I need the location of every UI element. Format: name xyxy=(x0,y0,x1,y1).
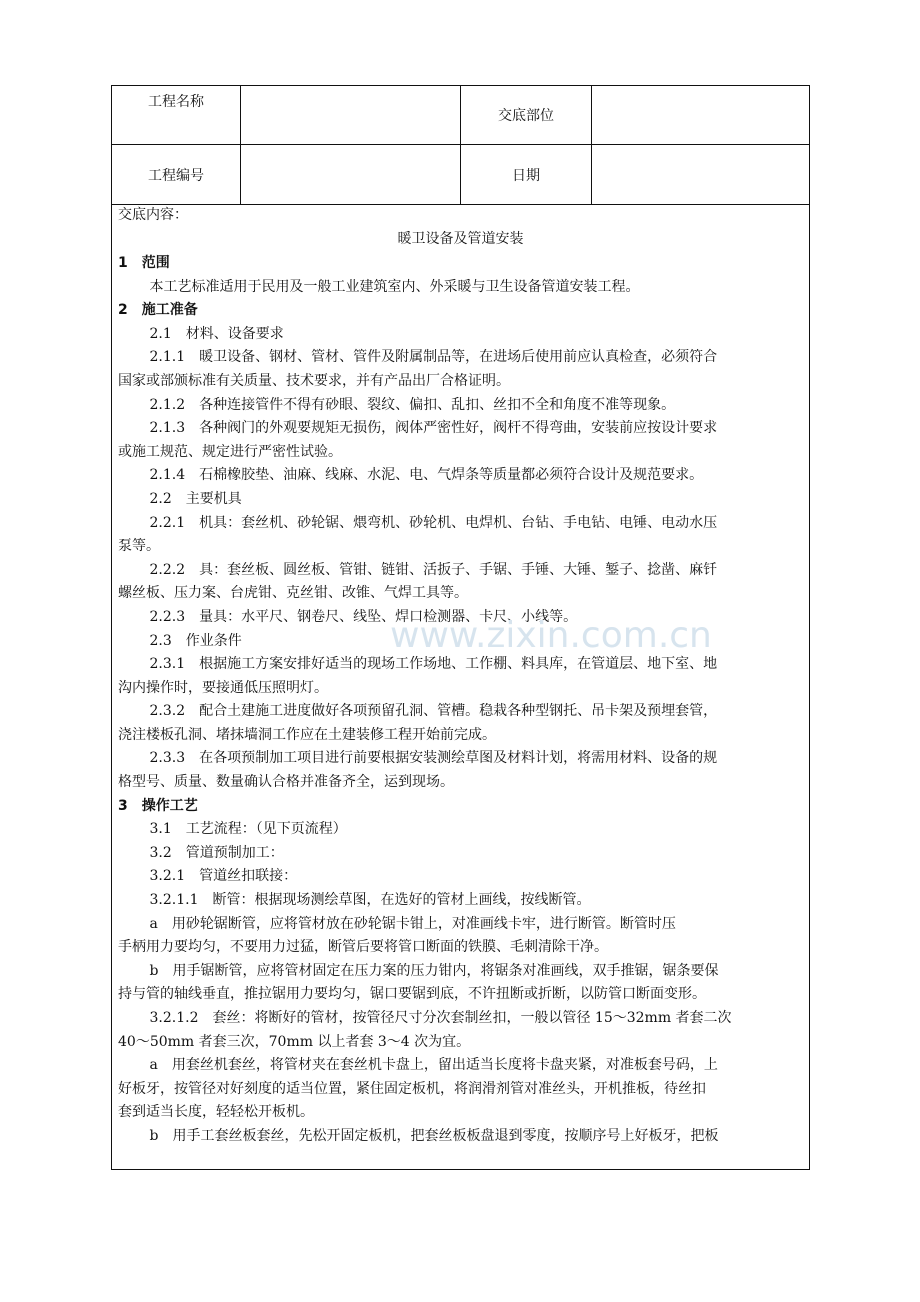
content-line: 2.1.4 石棉橡胶垫、油麻、线麻、水泥、电、气焊条等质量都必须符合设计及规范要求。 xyxy=(149,467,704,484)
project-no-label: 工程编号 xyxy=(112,145,241,204)
project-name-value-cell xyxy=(241,86,461,144)
content-line: 3.1 工艺流程：（见下页流程） xyxy=(149,821,347,838)
content-line: 持与管的轴线垂直，推拉锯用力要均匀，锯口要锯到底，不许扭断或折断，以防管口断面变形。 xyxy=(118,986,706,1003)
content-line: 3.2 管道预制加工： xyxy=(149,844,284,861)
content-line: 本工艺标准适用于民用及一般工业建筑室内、外采暖与卫生设备管道安装工程。 xyxy=(149,278,640,295)
content-lines xyxy=(118,252,803,1149)
disclosure-part-value-cell xyxy=(592,86,809,144)
content-body xyxy=(112,204,809,1149)
content-line: 3.2.1.1 断管：根据现场测绘草图，在选好的管材上画线，按线断管。 xyxy=(149,892,591,909)
content-line: 螺丝板、压力案、台虎钳、克丝钳、改锥、气焊工具等。 xyxy=(118,585,468,602)
watermark: www.zixin.com.cn xyxy=(390,615,712,656)
content-line: 2.1 材料、设备要求 xyxy=(149,325,284,342)
content-title: 暖卫设备及管道安装 xyxy=(397,231,524,247)
content-line: 2.1.3 各种阀门的外观要规矩无损伤，阀体严密性好，阀杆不得弯曲，安装前应按设计要求 xyxy=(149,420,718,437)
content-line: 2.1.1 暖卫设备、钢材、管材、管件及附属制品等，在进场后使用前应认真检查，必须符合 xyxy=(149,349,718,366)
content-line: a 用砂轮锯断管，应将管材放在砂轮锯卡钳上，对准画线卡牢，进行断管。断管时压 xyxy=(149,915,676,932)
content-line: 40～50mm 者套三次，70mm 以上者套 3～4 次为宜。 xyxy=(118,1033,471,1050)
date-label: 日期 xyxy=(461,145,592,204)
content-line: 国家或部颁标准有关质量、技术要求，并有产品出厂合格证明。 xyxy=(118,372,510,389)
disclosure-form xyxy=(111,85,810,1170)
content-line: 2.2 主要机具 xyxy=(149,490,242,507)
content-line: 2.1.2 各种连接管件不得有砂眼、裂纹、偏扣、乱扣、丝扣不全和角度不准等现象。 xyxy=(149,396,676,413)
content-line: a 用套丝机套丝，将管材夹在套丝机卡盘上，留出适当长度将卡盘夹紧，对准板套号码，上 xyxy=(149,1057,718,1074)
content-line: 手柄用力要均匀，不要用力过猛，断管后要将管口断面的铁膜、毛刺清除干净。 xyxy=(118,939,608,956)
disclosure-part-label: 交底部位 xyxy=(461,86,592,144)
content-line: 3.2.1.2 套丝：将断好的管材，按管径尺寸分次套制丝扣，一般以管径 15～32mm 者套二次 xyxy=(149,1010,732,1026)
content-line: 泵等。 xyxy=(118,538,160,555)
content-line: 好板牙，按管径对好刻度的适当位置，紧住固定板机，将润滑剂管对准丝头，开机推板，待丝扣 xyxy=(118,1080,706,1097)
header-row-2 xyxy=(112,145,809,205)
content-line: 套到适当长度，轻轻松开板机。 xyxy=(118,1104,314,1121)
project-name-label: 工程名称 xyxy=(148,94,204,110)
content-line: 2.2.2 具：套丝板、圆丝板、管钳、链钳、活扳子、手锯、手锤、大锤、錾子、捻凿、麻钎 xyxy=(149,561,718,578)
content-line: 或施工规范、规定进行严密性试验。 xyxy=(118,443,342,460)
section-heading: 2 施工准备 xyxy=(118,302,198,319)
date-value-cell xyxy=(592,145,809,204)
section-heading: 1 范围 xyxy=(118,255,170,271)
content-line: 2.3.1 根据施工方案安排好适当的现场工作场地、工作棚、料具库，在管道层、地下室、地 xyxy=(149,656,718,673)
content-line: 2.3.2 配合土建施工进度做好各项预留孔洞、管槽。稳栽各种型钢托、吊卡架及预埋套管， xyxy=(149,703,718,720)
project-name-label-cell xyxy=(112,86,241,144)
content-line: 2.2.3 量具：水平尺、钢卷尺、线坠、焊口检测器、卡尺、小线等。 xyxy=(149,608,578,625)
content-line: 2.2.1 机具：套丝机、砂轮锯、煨弯机、砂轮机、电焊机、台钻、手电钻、电锤、电动水压 xyxy=(149,514,718,531)
content-line: 沟内操作时，要接通低压照明灯。 xyxy=(118,679,328,696)
project-no-value-cell xyxy=(241,145,461,204)
content-line: 3.2.1 管道丝扣联接： xyxy=(149,868,298,885)
content-line: 2.3 作业条件 xyxy=(149,632,242,649)
content-line: 浇注楼板孔洞、堵抹墙洞工作应在土建装修工程开始前完成。 xyxy=(118,726,496,743)
content-line: 格型号、质量、数量确认合格并准备齐全，运到现场。 xyxy=(118,774,454,791)
content-line: 2.3.3 在各项预制加工项目进行前要根据安装测绘草图及材料计划，将需用材料、设备的规 xyxy=(149,750,718,767)
header-row-1 xyxy=(112,86,809,145)
content-line: b 用手锯断管，应将管材固定在压力案的压力钳内，将锯条对准画线，双手推锯，锯条要保 xyxy=(149,962,719,979)
content-intro: 交底内容： xyxy=(118,207,188,223)
content-line: b 用手工套丝板套丝，先松开固定板机，把套丝板板盘退到零度，按顺序号上好板牙，把板 xyxy=(149,1127,719,1144)
section-heading: 3 操作工艺 xyxy=(118,797,198,814)
